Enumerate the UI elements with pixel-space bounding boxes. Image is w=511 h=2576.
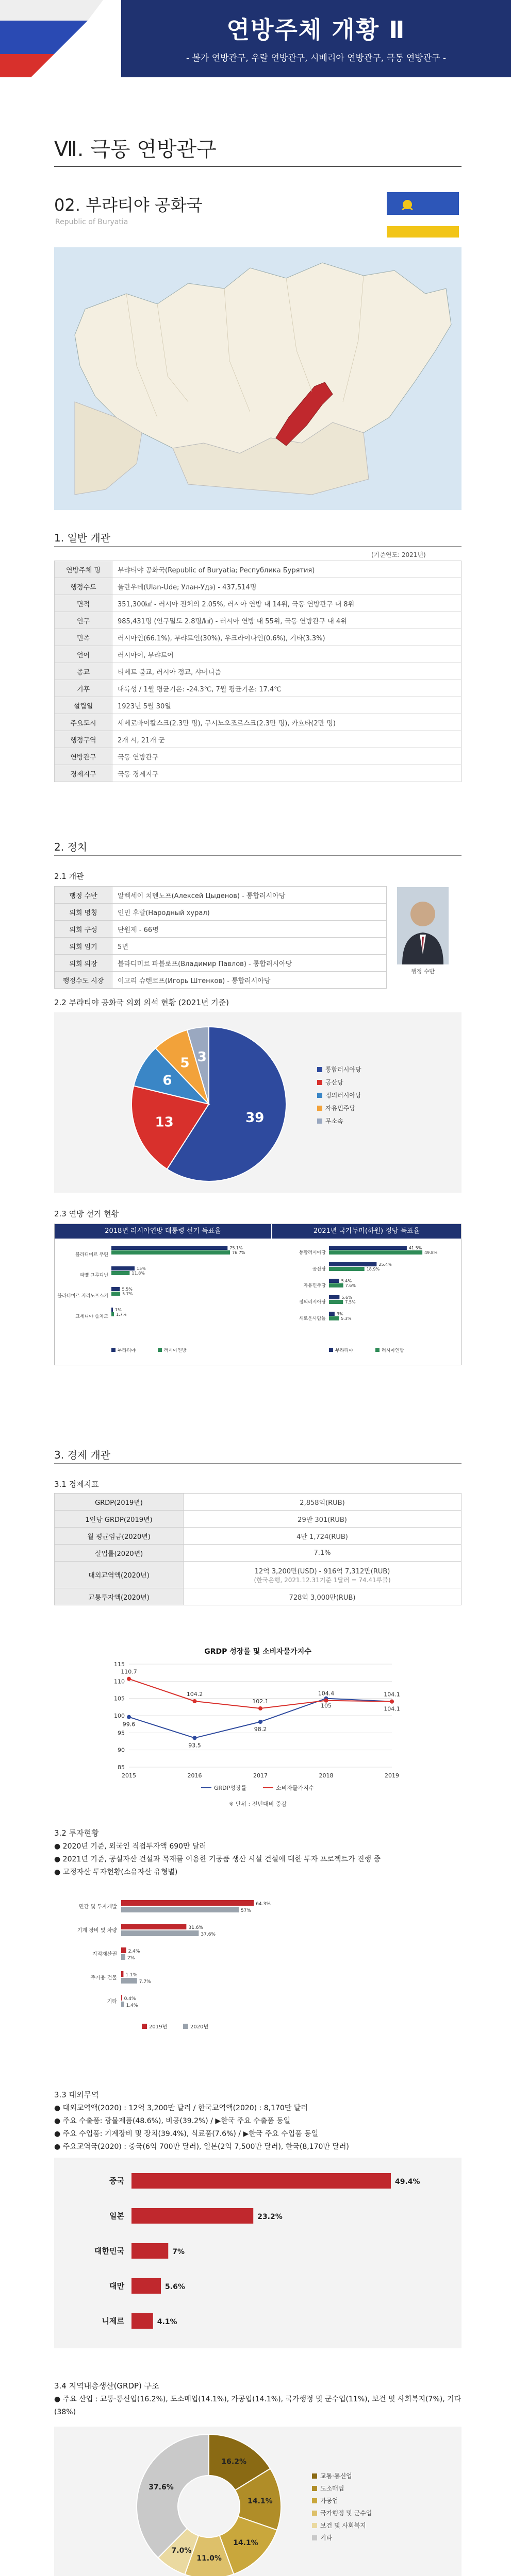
table-row: [55, 663, 461, 680]
row-value: 러시아어, 부랴트어: [112, 646, 461, 663]
chart-note: ※ 단위 : 전년대비 증감: [229, 1801, 287, 1807]
table-row: [55, 612, 461, 629]
slice-value-label: 5: [180, 1055, 190, 1071]
row-value: 블라디미르 파블로프(Владимир Павлов) - 통합러시아당: [112, 955, 387, 972]
header-band: [121, 0, 511, 77]
bar: [329, 1312, 335, 1316]
legend-swatch: [317, 1067, 322, 1072]
photo-caption: 행정 수반: [410, 968, 435, 975]
slice-value-label: 39: [245, 1110, 265, 1126]
bullet-item: ● 주요 수입품: 기계장비 및 장치(39.4%), 식료품(7.6%) / ▶한국 주요 수입품 동일: [54, 2130, 319, 2138]
header-title: 연방주체 개황 Ⅱ: [226, 16, 406, 44]
legend-label: 부랴티야: [335, 1348, 353, 1353]
category-label: 기계 장비 및 차량: [77, 1928, 117, 1934]
table-row: [55, 1494, 461, 1511]
row-value: 2개 시, 21개 군: [112, 731, 461, 748]
bar-value-label: 49.4%: [394, 2178, 420, 2186]
legend-swatch: [312, 2473, 317, 2479]
page-header: [0, 0, 511, 77]
divider: [54, 166, 461, 167]
y-tick-label: 105: [114, 1695, 125, 1702]
row-value: 351,300㎢ - 러시아 전체의 2.05%, 러시아 연방 내 14위, 극동 연방관구 내 8위: [112, 595, 461, 612]
election-2021-chart: [272, 1240, 461, 1363]
bar: [121, 1930, 199, 1936]
legend-label: 자유민주당: [325, 1105, 355, 1112]
y-tick-label: 95: [118, 1730, 125, 1737]
bar: [111, 1266, 135, 1270]
section-heading-politics: 2. 정치: [54, 841, 88, 853]
bar-value-label: 31.6%: [188, 1925, 203, 1930]
row-key: 의회 의장: [55, 955, 112, 972]
region-title: 02. 부랴티야 공화국: [54, 195, 203, 215]
bullet-item: ● 2021년 기준, 공실자산 건설과 목재를 이용한 기공품 생산 시설 건설에 대한 투자 프로젝트가 진행 중: [54, 1855, 381, 1863]
row-key: GRDP(2019년): [55, 1494, 184, 1511]
bar-value-label: 18.9%: [366, 1267, 380, 1272]
category-label: 블라디미르 푸틴: [75, 1252, 108, 1258]
bar-value-label: 5.7%: [122, 1292, 133, 1296]
data-label: 104.1: [384, 1691, 400, 1698]
table-row: [55, 629, 461, 646]
bar: [329, 1279, 339, 1283]
chapter-title: Ⅶ. 극동 연방관구: [54, 138, 217, 161]
row-value-note: (한국은행, 2021.12.31기준 1달러 = 74.41루블): [254, 1576, 391, 1584]
subheading-trade: 3.3 대외무역: [54, 2090, 99, 2099]
legend-label: 러시아연방: [382, 1348, 404, 1353]
bar: [111, 1292, 120, 1296]
legend-label: 2019년: [149, 2024, 168, 2030]
bar: [131, 2208, 253, 2224]
bar-value-label: 1.7%: [116, 1312, 127, 1317]
bar-value-label: 0.4%: [124, 1996, 136, 2002]
table-row: [55, 748, 461, 765]
section-heading-general: 1. 일반 개관: [54, 532, 111, 544]
bar-value-label: 7%: [172, 2248, 185, 2256]
bar: [329, 1316, 339, 1320]
bar-value-label: 64.3%: [256, 1902, 271, 1907]
legend-label: 교통·통신업: [320, 2472, 352, 2480]
category-label: 자유민주당: [303, 1283, 326, 1289]
bullet-item: ● 2020년 기준, 외국인 직접투자액 690만 달러: [54, 1842, 207, 1851]
bar: [131, 2243, 168, 2259]
bar: [111, 1308, 113, 1312]
y-tick-label: 90: [118, 1747, 125, 1754]
section-heading-economy: 3. 경제 개관: [54, 1449, 111, 1461]
bar: [329, 1295, 339, 1299]
legend-swatch: [317, 1093, 322, 1098]
legend-swatch: [317, 1106, 322, 1111]
legend-label: 기타: [320, 2534, 333, 2541]
table-row: [55, 887, 387, 904]
legend-swatch: [312, 2486, 317, 2491]
bar-value-label: 37.6%: [201, 1932, 216, 1937]
row-value: 2,858억(RUB): [184, 1494, 461, 1511]
row-key: 의회 구성: [55, 921, 112, 938]
row-value: 단원제 - 66명: [112, 921, 387, 938]
investment-bullets: [54, 1840, 461, 1879]
category-label: 주거용 건물: [90, 1975, 117, 1981]
bar: [111, 1250, 230, 1255]
category-label: 니제르: [102, 2316, 124, 2326]
legend-swatch: [375, 1348, 380, 1352]
legend-label: 통합러시아당: [325, 1066, 361, 1073]
row-value: 울란우데(Ulan-Ude; Улан-Удэ) - 437,514명: [112, 578, 461, 595]
row-key: 실업률(2020년): [55, 1545, 184, 1562]
row-key: 의회 명칭: [55, 904, 112, 921]
bar: [329, 1246, 407, 1250]
bar: [329, 1262, 376, 1266]
russia-flag-graphic: [0, 0, 124, 77]
row-value: 티베트 불교, 러시아 정교, 샤머니즘: [112, 663, 461, 680]
row-key: 언어: [55, 646, 112, 663]
slice-value-label: 16.2%: [221, 2458, 247, 2466]
election-2021-title: 2021년 국가두마(하원) 정당 득표율: [272, 1224, 461, 1239]
divider: [54, 855, 461, 856]
row-key: 연방주체 명: [55, 561, 112, 578]
row-key: 경제지구: [55, 765, 112, 782]
row-value: 인민 후랄(Народный хурал): [112, 904, 387, 921]
slice-value-label: 11.0%: [196, 2554, 222, 2563]
row-value: 5년: [112, 938, 387, 955]
bar-value-label: 2%: [127, 1956, 135, 1961]
row-value: 728억 3,000만(RUB): [184, 1588, 461, 1605]
table-row: [55, 1562, 461, 1588]
legend-swatch: [317, 1080, 322, 1085]
table-row: [55, 1545, 461, 1562]
legend-label: 부랴티야: [118, 1348, 136, 1353]
location-map: [54, 247, 461, 510]
legend-swatch: [183, 2024, 188, 2029]
header-subtitle: - 볼가 연방관구, 우랄 연방관구, 시베리아 연방관구, 극동 연방관구 -: [186, 53, 447, 63]
row-key: 행정수도 시장: [55, 972, 112, 989]
row-value: 알렉세이 치덴노프(Алексей Цыденов) - 통합러시아당: [112, 887, 387, 904]
legend-swatch: [158, 1348, 162, 1352]
bar: [111, 1312, 114, 1316]
row-value: 4만 1,724(RUB): [184, 1528, 461, 1545]
bar: [121, 1900, 254, 1906]
row-value: 이고리 슈텐코프(Игорь Штенков) - 통합러시아당: [112, 972, 387, 989]
bar-value-label: 5.6%: [165, 2283, 185, 2291]
table-row: [55, 595, 461, 612]
category-label: 대만: [109, 2281, 124, 2291]
grdp-structure-box: [54, 2427, 461, 2576]
bullet-item: ● 대외교역액(2020) : 12억 3,200만 달러 / 한국교역액(2020) : 8,170만 달러: [54, 2104, 308, 2112]
bar-value-label: 57%: [241, 1908, 252, 1913]
legend-label: 소비자물가지수: [276, 1785, 315, 1791]
table-row: [55, 578, 461, 595]
table-row: [55, 697, 461, 714]
subheading-elections: 2.3 연방 선거 현황: [54, 1209, 119, 1218]
legend-swatch: [312, 2523, 317, 2528]
bar: [121, 1954, 125, 1960]
bar: [111, 1246, 227, 1250]
legend-label: 무소속: [325, 1117, 343, 1125]
data-label: 110.7: [121, 1668, 137, 1675]
data-point: [127, 1715, 131, 1719]
bar-value-label: 15%: [137, 1266, 146, 1271]
election-2018-title: 2018년 러시아연방 대통령 선거 득표율: [55, 1224, 271, 1239]
governor-photo: [397, 887, 449, 964]
row-key: 의회 임기: [55, 938, 112, 955]
y-tick-label: 100: [114, 1713, 125, 1719]
row-value: 러시아인(66.1%), 부랴트인(30%), 우크라이나인(0.6%), 기타(3.3%): [112, 629, 461, 646]
bar-value-label: 5.5%: [122, 1287, 133, 1292]
row-value: 29만 301(RUB): [184, 1511, 461, 1528]
category-label: 민간 및 투자개발: [79, 1904, 117, 1910]
legend-label: 도소매업: [320, 2485, 344, 2492]
row-key: 교통투자액(2020년): [55, 1588, 184, 1605]
bar-value-label: 11.8%: [131, 1271, 145, 1276]
row-key: 월 평균임금(2020년): [55, 1528, 184, 1545]
category-label: 새로운사람들: [299, 1316, 326, 1321]
row-key: 주요도시: [55, 714, 112, 731]
data-label: 105: [321, 1702, 332, 1709]
table-row: [55, 938, 387, 955]
data-point: [127, 1677, 131, 1681]
bar: [329, 1300, 343, 1304]
row-key: 인구: [55, 612, 112, 629]
legend-label: 가공업: [320, 2497, 338, 2504]
bar-value-label: 2.4%: [128, 1949, 140, 1954]
grdp-cpi-chart-box: [103, 1643, 413, 1814]
bar: [121, 1971, 123, 1977]
subheading-grdp: 3.4 지역내총생산(GRDP) 구조: [54, 2381, 159, 2391]
bar: [131, 2278, 161, 2294]
row-key: 면적: [55, 595, 112, 612]
data-point: [193, 1699, 197, 1703]
bar-value-label: 7.6%: [345, 1283, 356, 1288]
data-label: 98.2: [254, 1726, 267, 1733]
legend-swatch: [111, 1348, 116, 1352]
trade-partners-bar-chart: [54, 2158, 461, 2348]
table-row: [55, 561, 461, 578]
y-tick-label: 85: [118, 1764, 125, 1771]
row-value: 세베로바이칼스크(2.3만 명), 구시노오조르스크(2.3만 명), 카흐타(2만 명): [112, 714, 461, 731]
table-row: [55, 646, 461, 663]
data-point: [258, 1720, 262, 1724]
general-info-table: [54, 561, 461, 782]
legend-swatch: [317, 1118, 322, 1124]
bar-value-label: 23.2%: [257, 2213, 283, 2221]
slice-value-label: 7.0%: [171, 2546, 192, 2555]
x-tick-label: 2016: [187, 1772, 202, 1779]
politics-table: [54, 886, 387, 989]
legend-swatch: [329, 1348, 333, 1352]
row-key: 민족: [55, 629, 112, 646]
bar: [121, 1924, 186, 1929]
bullet-item: ● 주요교역국(2020) : 중국(6억 700만 달러), 일본(2억 7,500만 달러), 한국(8,170만 달러): [54, 2143, 349, 2151]
grdp-cpi-line-chart: [103, 1643, 413, 1814]
chart-title: GRDP 성장률 및 소비자물가지수: [204, 1648, 311, 1656]
row-key: 대외교역액(2020년): [55, 1562, 184, 1588]
bar: [121, 1995, 122, 2001]
data-point: [324, 1699, 328, 1703]
bullet-item: ● 고정자산 투자현황(소유자산 유형별): [54, 1868, 178, 1876]
bullet-item: ● 주요 수출품: 광물제품(48.6%), 비공(39.2%) / ▶한국 주요 수출품 동일: [54, 2117, 291, 2125]
seats-chart-box: [54, 1012, 461, 1193]
row-value: 극동 연방관구: [112, 748, 461, 765]
legend-label: GRDP성장률: [214, 1785, 247, 1791]
category-label: 정의러시아당: [299, 1300, 326, 1305]
grdp-structure-donut-chart: [54, 2427, 461, 2576]
bar: [131, 2313, 153, 2329]
x-tick-label: 2018: [319, 1772, 334, 1779]
bar-value-label: 1.4%: [126, 2003, 138, 2008]
table-row: [55, 955, 387, 972]
fixed-assets-chart-box: [54, 1895, 302, 2034]
slice-value-label: 14.1%: [233, 2539, 258, 2548]
x-tick-label: 2019: [385, 1772, 399, 1779]
row-key: 기후: [55, 680, 112, 697]
subheading-indicators: 3.1 경제지표: [54, 1480, 99, 1489]
category-label: 기타: [107, 1999, 117, 2005]
bar-value-label: 5.3%: [341, 1316, 352, 1321]
category-label: 파벨 그루디닌: [79, 1273, 108, 1278]
category-label: 블라디미르 지리노프스키: [57, 1294, 108, 1299]
category-label: 지적재산권: [92, 1952, 117, 1957]
bar: [111, 1287, 120, 1291]
row-key: 종교: [55, 663, 112, 680]
data-label: 93.5: [188, 1742, 201, 1749]
bar-value-label: 49.8%: [424, 1250, 438, 1255]
data-point: [258, 1706, 262, 1710]
row-key: 설립일: [55, 697, 112, 714]
bar-value-label: 1.1%: [125, 1973, 138, 1978]
slice-value-label: 37.6%: [149, 2483, 174, 2492]
legend-label: 러시아연방: [164, 1348, 187, 1353]
row-value: 극동 경제지구: [112, 765, 461, 782]
legend-label: 공산당: [325, 1079, 343, 1086]
bar: [121, 1978, 137, 1984]
slice-value-label: 6: [162, 1073, 172, 1089]
legend-label: 국가행정 및 군수업: [320, 2510, 372, 2517]
divider: [54, 546, 461, 547]
bar-value-label: 4.1%: [157, 2318, 177, 2326]
bar-value-label: 41.5%: [408, 1246, 422, 1250]
category-label: 일본: [109, 2211, 124, 2221]
data-label: 99.6: [122, 1721, 136, 1728]
x-tick-label: 2015: [122, 1772, 136, 1779]
category-label: 중국: [109, 2176, 124, 2185]
data-label: 104.4: [318, 1690, 335, 1697]
slice-value-label: 14.1%: [248, 2497, 273, 2506]
subheading-investment: 3.2 투자현황: [54, 1828, 99, 1838]
subheading-seats: 2.2 부랴티야 공화국 의회 의석 현황 (2021년 기준): [54, 998, 229, 1007]
bar: [121, 2002, 124, 2007]
slice-value-label: 3: [197, 1049, 207, 1065]
row-value: 1923년 5월 30일: [112, 697, 461, 714]
table-row: [55, 1588, 461, 1605]
election-2018-chart: [55, 1240, 271, 1363]
data-label: 104.1: [384, 1705, 400, 1713]
y-tick-label: 110: [114, 1678, 125, 1685]
grdp-structure-text: ● 주요 산업 : 교통·통신업(16.2%), 도소매업(14.1%), 가공업(14.1%), 국가행정 및 군수업(11%), 보건 및 사회복지(7%), 기타(38%): [54, 2395, 461, 2416]
economy-table: [54, 1493, 461, 1605]
y-tick-label: 115: [114, 1661, 125, 1668]
bar: [329, 1267, 365, 1271]
table-row: [55, 921, 387, 938]
row-value: 985,431명 (인구밀도 2.8명/㎢) - 러시아 연방 내 55위, 극동 연방관구 내 4위: [112, 612, 461, 629]
legend-label: 정의러시아당: [325, 1092, 361, 1099]
legend-label: 보건 및 사회복지: [320, 2522, 366, 2529]
row-key: 행정 수반: [55, 887, 112, 904]
basis-year: (기준연도: 2021년): [371, 551, 426, 558]
row-value-line: 12억 3,200만(USD) - 916억 7,312만(RUB): [254, 1567, 390, 1575]
table-row: [55, 904, 387, 921]
category-label: 대한민국: [94, 2246, 124, 2256]
fixed-assets-bar-chart: [54, 1895, 302, 2034]
divider: [54, 1463, 461, 1464]
bar-value-label: 7.5%: [345, 1300, 356, 1304]
region-title-en: Republic of Buryatia: [55, 218, 128, 226]
table-row: [55, 1511, 461, 1528]
bar-value-label: 7.7%: [139, 1979, 151, 1985]
row-value: 대륙성 / 1월 평균기온: -24.3℃, 7월 평균기온: 17.4℃: [112, 680, 461, 697]
table-row: [55, 680, 461, 697]
table-row: [55, 972, 387, 989]
bar: [121, 1947, 126, 1953]
x-tick-label: 2017: [253, 1772, 268, 1779]
category-label: 공산당: [312, 1267, 326, 1272]
data-label: 102.1: [252, 1698, 269, 1705]
bar-value-label: 3%: [336, 1312, 343, 1316]
row-key: 행정수도: [55, 578, 112, 595]
row-key: 1인당 GRDP(2019년): [55, 1511, 184, 1528]
slice-value-label: 13: [155, 1114, 174, 1130]
subheading-overview: 2.1 개관: [54, 872, 84, 881]
bar: [121, 1907, 239, 1912]
bar: [329, 1250, 422, 1255]
legend-label: 2020년: [190, 2024, 209, 2030]
buryatia-flag: [387, 192, 459, 238]
table-row: [55, 714, 461, 731]
bar-value-label: 5.6%: [341, 1295, 352, 1300]
trade-partners-box: [54, 2158, 461, 2348]
row-value: 7.1%: [184, 1545, 461, 1562]
row-key: 연방관구: [55, 748, 112, 765]
bar: [111, 1271, 129, 1275]
legend-swatch: [312, 2535, 317, 2540]
legend-swatch: [312, 2498, 317, 2503]
row-value: 부랴티야 공화국(Republic of Buryatia; Республика Бурятия): [112, 561, 461, 578]
legend-swatch: [142, 2024, 147, 2029]
bar-value-label: 25.4%: [378, 1262, 392, 1267]
bar-value-label: 75.1%: [229, 1246, 243, 1250]
elections-box: [54, 1224, 461, 1365]
row-key: 행정구역: [55, 731, 112, 748]
row-value: [184, 1562, 461, 1588]
data-label: 104.2: [186, 1691, 203, 1698]
data-point: [193, 1736, 197, 1740]
data-point: [390, 1700, 394, 1704]
trade-bullets: [54, 2102, 461, 2154]
category-label: 크세니야 솝차크: [75, 1314, 108, 1319]
bar: [329, 1283, 343, 1287]
table-row: [55, 731, 461, 748]
bar-value-label: 1%: [115, 1308, 122, 1312]
table-row: [55, 1528, 461, 1545]
category-label: 통합러시아당: [299, 1250, 326, 1256]
bar-value-label: 5.4%: [341, 1279, 352, 1283]
seats-pie-chart: [54, 1012, 461, 1193]
table-row: [55, 765, 461, 782]
bar: [131, 2173, 391, 2189]
legend-swatch: [312, 2511, 317, 2516]
bar-value-label: 76.7%: [232, 1250, 245, 1255]
